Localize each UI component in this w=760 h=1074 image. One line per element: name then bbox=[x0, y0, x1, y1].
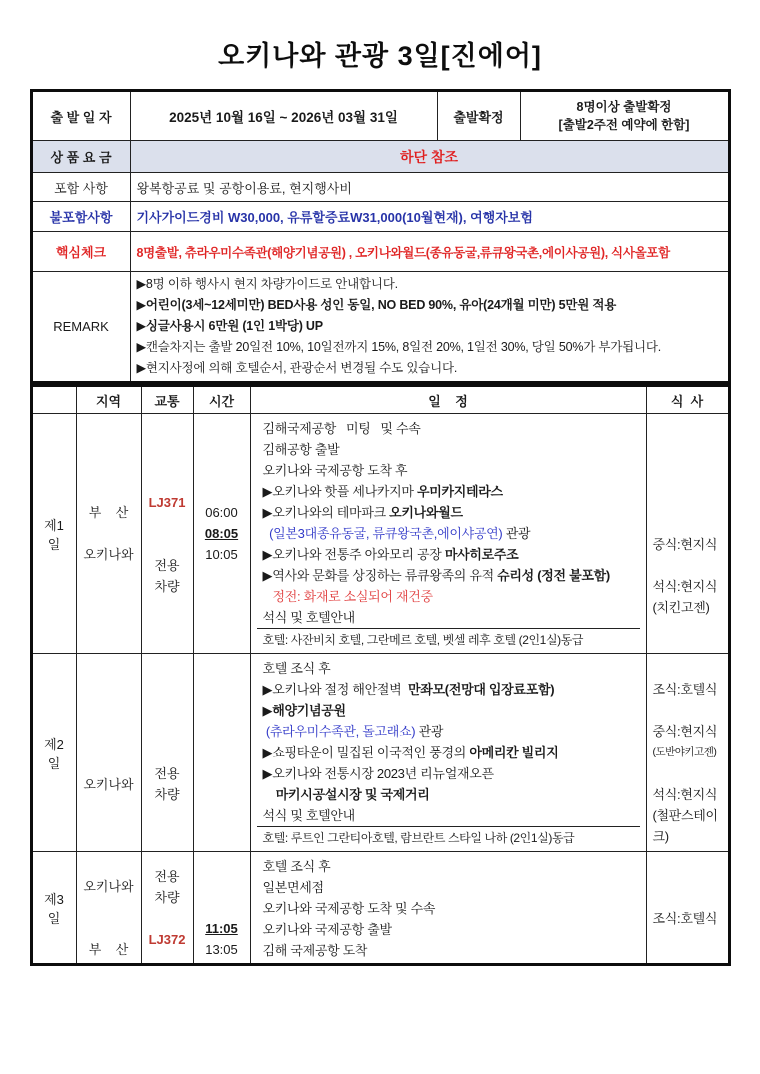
day2-time bbox=[193, 654, 250, 852]
meal-line: 조식:호텔식 bbox=[652, 682, 718, 697]
remark-line: ▶현지사정에 의해 호텔순서, 관광순서 변경될 수도 있습니다. bbox=[136, 361, 458, 375]
schedule-lines bbox=[257, 854, 640, 961]
itinerary-header-row bbox=[31, 386, 729, 414]
day2-meal bbox=[646, 654, 729, 852]
time-line bbox=[200, 855, 244, 876]
region-line bbox=[83, 523, 135, 544]
meal-line bbox=[653, 658, 722, 679]
confirm-line2: [출발2주전 예약에 한함] bbox=[558, 118, 690, 132]
meal-line bbox=[653, 471, 722, 492]
transport-line: 전용 bbox=[154, 868, 180, 884]
meal-line: 중식:현지식 bbox=[652, 724, 718, 739]
remark-content bbox=[130, 272, 729, 383]
transport-line: 전용 bbox=[154, 557, 180, 573]
schedule-lines bbox=[257, 656, 640, 826]
schedule-line: 일본면세점 bbox=[262, 880, 324, 895]
price-label: 상 품 요 금 bbox=[31, 141, 130, 173]
schedule-line: 석식 및 호텔안내 bbox=[262, 808, 355, 823]
transport-line: LJ371 bbox=[148, 494, 186, 510]
confirm-line1: 8명이상 출발확정 bbox=[576, 100, 672, 114]
day1-meal bbox=[646, 414, 729, 654]
column-header: 시간 bbox=[193, 386, 250, 414]
time-line: 10:05 bbox=[205, 547, 238, 562]
schedule-line: ▶오키나와 핫플 세나카지마 우미카지테라스 bbox=[262, 484, 503, 499]
day3-transport bbox=[141, 852, 193, 965]
transport-line: 차량 bbox=[154, 787, 180, 802]
schedule-line: 석식 및 호텔안내 bbox=[262, 610, 355, 625]
transport-line bbox=[148, 721, 187, 742]
remark-line: ▶캔슬차지는 출발 20일전 10%, 10일전까지 15%, 8일전 20%, 1일전 30%, 당일 50%가 부가됩니다. bbox=[136, 340, 662, 354]
region-line: 부 산 bbox=[88, 942, 129, 957]
column-header bbox=[31, 386, 76, 414]
meal-line: 중식:현지식 bbox=[652, 536, 718, 552]
include-label: 포함 사항 bbox=[31, 173, 130, 202]
time-line: 11:05 bbox=[205, 921, 238, 936]
schedule-line: 정전: 화재로 소실되어 재건중 bbox=[272, 589, 433, 604]
transport-line: 차량 bbox=[154, 889, 180, 905]
column-header: 식 사 bbox=[646, 386, 729, 414]
schedule-line: ▶오키나와 전통시장 2023년 리뉴얼재오픈 bbox=[262, 766, 494, 781]
region-line bbox=[83, 711, 135, 732]
keycheck-value: 8명출발, 츄라우미수족관(해양기념공원) , 오키나와월드(종유동굴,류큐왕국촌,에이사공원), 식사올포함 bbox=[130, 232, 729, 272]
column-header: 교통 bbox=[141, 386, 193, 414]
time-line: 13:05 bbox=[205, 942, 238, 957]
schedule-line: ▶역사와 문화를 상징하는 류큐왕족의 유적 슈리성 (정전 불포함) bbox=[262, 568, 610, 583]
price-value: 하단 참조 bbox=[130, 141, 729, 173]
day2-schedule bbox=[250, 654, 646, 852]
day1-hotel: 호텔: 사잔비치 호텔, 그란메르 호텔, 벳셀 레후 호텔 (2인1실)동급 bbox=[257, 628, 640, 651]
day3-label: 제3일 bbox=[31, 852, 76, 965]
departure-date-label: 출 발 일 자 bbox=[31, 91, 130, 141]
meal-line bbox=[653, 700, 722, 721]
meal-line bbox=[653, 513, 722, 534]
day2-label: 제2일 bbox=[31, 654, 76, 852]
transport-line bbox=[148, 513, 187, 534]
schedule-line: 호텔 조식 후 bbox=[262, 661, 331, 676]
remark-label: REMARK bbox=[31, 272, 130, 383]
region-line: 오키나와 bbox=[83, 547, 134, 562]
transport-line bbox=[148, 742, 187, 763]
time-line: 06:00 bbox=[205, 505, 238, 520]
transport-line bbox=[148, 908, 187, 929]
meal-line: (도반야키고젠) bbox=[652, 746, 717, 758]
region-line: 부 산 bbox=[88, 505, 129, 520]
schedule-line: (일본3대종유동굴, 류큐왕국촌,에이샤공연) 관광 bbox=[269, 526, 531, 541]
meal-line bbox=[653, 450, 722, 471]
region-line bbox=[83, 897, 135, 918]
meal-line bbox=[653, 555, 722, 576]
day1-time bbox=[193, 414, 250, 654]
price-row bbox=[31, 141, 729, 173]
region-line bbox=[83, 732, 135, 753]
region-line: 오키나와 bbox=[83, 879, 134, 894]
day3-row bbox=[31, 852, 729, 965]
schedule-line: 오키나와 국제공항 출발 bbox=[262, 922, 392, 937]
schedule-line: ▶쇼핑타운이 밀집된 이국적인 풍경의 아메리칸 빌리지 bbox=[262, 745, 559, 760]
remark-line: ▶어린이(3세~12세미만) BED사용 성인 동일, NO BED 90%, 유아(24개월 미만) 5만원 적용 bbox=[136, 298, 617, 312]
info-table bbox=[30, 89, 731, 384]
departure-confirm-detail bbox=[520, 91, 729, 141]
page-title: 오키나와 관광 3일[진에어] bbox=[218, 41, 542, 71]
meal-line: 석식:현지식 bbox=[652, 578, 718, 594]
keycheck-label: 핵심체크 bbox=[31, 232, 130, 272]
schedule-line: 호텔 조식 후 bbox=[262, 859, 331, 874]
exclude-value: 기사가이드경비 W30,000, 유류할증료W31,000(10월현재), 여행자보험 bbox=[130, 202, 729, 232]
transport-line bbox=[148, 471, 187, 492]
meal-line bbox=[653, 887, 722, 908]
schedule-line: 김해공항 출발 bbox=[262, 442, 340, 457]
departure-row bbox=[31, 91, 729, 141]
meal-line: 석식:현지식 bbox=[652, 787, 718, 802]
region-line bbox=[83, 918, 135, 939]
meal-line bbox=[653, 492, 722, 513]
schedule-line: 오키나와 국제공항 도착 후 bbox=[262, 463, 408, 478]
schedule-line: 오키나와 국제공항 도착 및 수속 bbox=[262, 901, 436, 916]
day3-meal bbox=[646, 852, 729, 965]
include-value: 왕복항공료 및 공항이용료, 현지행사비 bbox=[130, 173, 729, 202]
remark-line: ▶8명 이하 행사시 현지 차량가이드로 안내합니다. bbox=[136, 277, 398, 291]
column-header: 지역 bbox=[76, 386, 141, 414]
schedule-line: 김해국제공항 미팅 및 수속 bbox=[262, 421, 421, 436]
include-row bbox=[31, 173, 729, 202]
time-line: 08:05 bbox=[204, 526, 239, 541]
schedule-line: ▶오키나와 절정 해안절벽 만좌모(전망대 입장료포함) bbox=[262, 682, 555, 697]
exclude-label: 불포함사항 bbox=[31, 202, 130, 232]
day1-transport bbox=[141, 414, 193, 654]
region-line: 오키나와 bbox=[83, 776, 134, 792]
transport-line: 차량 bbox=[154, 578, 180, 594]
schedule-lines bbox=[257, 416, 640, 628]
itinerary-table bbox=[30, 384, 731, 966]
day2-region bbox=[76, 654, 141, 852]
region-line bbox=[83, 753, 135, 774]
schedule-line: ▶오키나와의 테마파크 오키나와월드 bbox=[262, 505, 463, 520]
day2-row bbox=[31, 654, 729, 852]
day1-label: 제1일 bbox=[31, 414, 76, 654]
day2-transport bbox=[141, 654, 193, 852]
departure-confirm-label: 출발확정 bbox=[437, 91, 520, 141]
meal-line: 조식:호텔식 bbox=[652, 910, 718, 926]
departure-date-value: 2025년 10월 16일 ~ 2026년 03월 31일 bbox=[130, 91, 437, 141]
day1-row bbox=[31, 414, 729, 654]
transport-line bbox=[148, 700, 187, 721]
region-line bbox=[83, 855, 135, 876]
exclude-row bbox=[31, 202, 729, 232]
schedule-line: 마키시공설시장 및 국제거리 bbox=[275, 787, 430, 802]
schedule-line: (츄라우미수족관, 돌고래쇼) 관광 bbox=[265, 724, 444, 739]
transport-line: 전용 bbox=[154, 766, 180, 781]
day3-schedule bbox=[250, 852, 646, 965]
transport-line bbox=[148, 534, 187, 555]
day3-region bbox=[76, 852, 141, 965]
remark-line: ▶싱글사용시 6만원 (1인 1박당) UP bbox=[136, 319, 323, 333]
column-header: 일 정 bbox=[250, 386, 646, 414]
time-line bbox=[200, 897, 244, 918]
meal-line bbox=[653, 763, 722, 784]
transport-line: LJ372 bbox=[148, 931, 186, 947]
day1-schedule bbox=[250, 414, 646, 654]
remark-row bbox=[31, 272, 729, 383]
day2-hotel: 호텔: 루트인 그란티아호텔, 람브란트 스타일 나하 (2인1실)동급 bbox=[257, 826, 640, 849]
schedule-line: 김해 국제공항 도착 bbox=[262, 943, 368, 958]
schedule-line: ▶해양기념공원 bbox=[262, 703, 346, 718]
day3-time bbox=[193, 852, 250, 965]
time-line bbox=[200, 876, 244, 897]
meal-line: (철판스테이크) bbox=[652, 808, 718, 844]
schedule-line: ▶오키나와 전통주 아와모리 공장 마사히로주조 bbox=[262, 547, 519, 562]
meal-line: (치킨고젠) bbox=[652, 599, 710, 615]
day1-region bbox=[76, 414, 141, 654]
keycheck-row bbox=[31, 232, 729, 272]
